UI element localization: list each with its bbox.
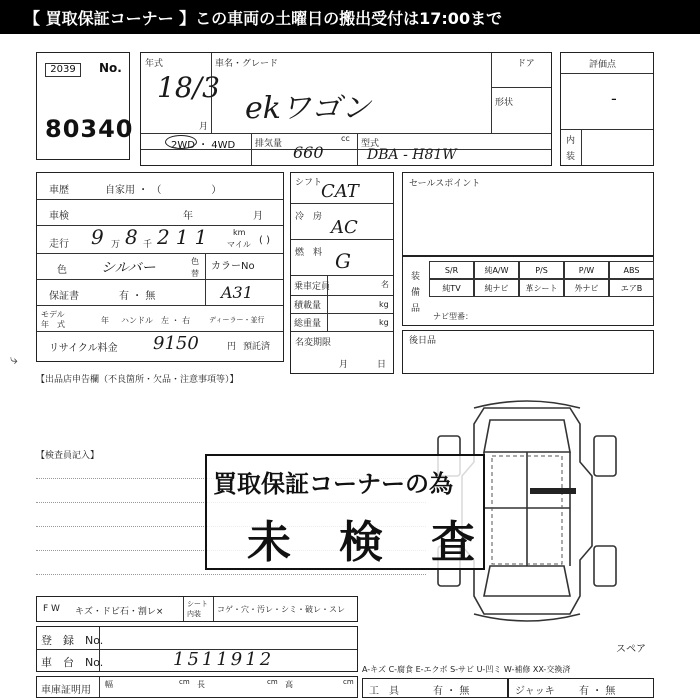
jack-value: 有 ・ 無 [579, 686, 616, 697]
inspection-stamp [205, 454, 485, 570]
recycle-label: リサイクル料金 [49, 343, 118, 354]
certificate-h-unit: cm [343, 678, 354, 686]
name-change-day: 日 [377, 360, 387, 370]
sales-point-box [402, 172, 654, 256]
model-year-year: 年 [101, 316, 109, 325]
warranty-label: 保証書 [49, 291, 79, 302]
recycle-note: 預託済 [243, 342, 271, 352]
color-value: シルバー [101, 260, 156, 276]
displacement-value: 660 [293, 143, 324, 162]
seat-text: コゲ・穴・汚レ・シミ・破レ・スレ [217, 605, 345, 614]
history-value: 自家用 ・ （ ） [105, 185, 222, 196]
banner-text: 【 買取保証コーナー 】この車両の土曜日の搬出受付は17:00まで [24, 8, 503, 28]
displacement-unit: cc [341, 134, 350, 143]
recycle-value: 9150 [153, 333, 199, 354]
year-label: 年式 [145, 59, 164, 69]
equipment-item: エアB [609, 279, 654, 297]
year-month-suffix: 月 [199, 122, 209, 132]
fuel-label: 燃 料 [295, 248, 323, 258]
shift-value: CAT [321, 181, 359, 202]
name-change-label: 名変期限 [295, 338, 332, 348]
load-unit: kg [379, 300, 389, 309]
certificate-h: 高 [285, 680, 293, 689]
inspector-notes-label: 【検査員記入】 [36, 451, 100, 461]
equipment-item: ABS [609, 261, 654, 279]
certificate-l-unit: cm [267, 678, 278, 686]
stamp-line-1: 買取保証コーナーの為 [213, 470, 453, 498]
equipment-item: P/S [519, 261, 564, 279]
seat-label-1: シート [187, 600, 208, 608]
model-label: 型式 [361, 139, 380, 149]
chassis-label: 車 台 No. [41, 656, 104, 669]
navi-model-label: ナビ型番： [433, 312, 473, 321]
equipment-side-1: 装 [411, 272, 421, 282]
mileage-km: km [233, 228, 246, 237]
load-label: 積載量 [294, 301, 322, 311]
certificate-box [36, 676, 358, 698]
drive-options: 2WD ・ 4WD [171, 140, 236, 151]
post-date-label: 後日品 [409, 336, 437, 346]
fw-label: F W [43, 604, 60, 614]
lot-number: 80340 [45, 115, 134, 143]
jack-label: ジャッキ [515, 686, 555, 697]
rating-value: - [611, 89, 617, 108]
mileage-paren: ( ) [259, 235, 270, 246]
shape-label: 形状 [495, 98, 514, 108]
mileage-rest: 211 [157, 225, 214, 249]
certificate-w: 幅 [105, 680, 113, 689]
inspection-month: 月 [253, 211, 263, 222]
equipment-item: P/W [564, 261, 609, 279]
lot-tag: 2039 [45, 63, 81, 77]
registration-box [36, 626, 358, 672]
car-name-label: 車名・グレード [215, 59, 279, 69]
model-year-label-1: モデル [41, 310, 65, 319]
inspection-label: 車検 [49, 211, 69, 222]
capacity-label: 乗車定員 [294, 282, 331, 292]
header-banner [0, 0, 700, 34]
interior-label-2: 装 [566, 152, 576, 162]
spare-label: スペア [616, 644, 646, 655]
weight-label: 総重量 [294, 319, 322, 329]
vehicle-detail-box [36, 172, 284, 362]
color-no-value: A31 [221, 283, 253, 302]
displacement-label: 排気量 [255, 139, 283, 149]
certificate-l: 長 [197, 680, 205, 689]
rating-label: 評価点 [589, 60, 617, 70]
equipment-item: S/R [429, 261, 474, 279]
interior-label-1: 内 [566, 136, 576, 146]
color-label-1: 色 [191, 257, 199, 266]
seller-notes-label: 【出品店申告欄（不良箇所・欠品・注意事項等）】 [36, 375, 239, 385]
equipment-side-3: 品 [411, 304, 421, 314]
fuel-value: G [335, 249, 351, 273]
color-label: 色 [57, 265, 67, 276]
chassis-value: 1511912 [173, 649, 275, 670]
model-value: DBA - H81W [367, 147, 457, 163]
history-label: 車歴 [49, 185, 69, 196]
aircon-value: AC [331, 217, 358, 238]
mileage-sen: 8 [125, 225, 138, 249]
warranty-value: 有 ・ 無 [119, 291, 156, 302]
inspection-year: 年 [183, 211, 193, 222]
weight-unit: kg [379, 318, 389, 327]
model-year-label-2: 年 式 [41, 320, 65, 329]
spec-box [290, 172, 394, 374]
door-label: ドア [517, 59, 535, 69]
jack-box [508, 678, 654, 698]
seat-label-2: 内装 [187, 610, 201, 618]
mileage-man-unit: 万 [111, 240, 121, 250]
mileage-man: 9 [91, 225, 104, 249]
tools-box [362, 678, 508, 698]
equipment-item: 純TV [429, 279, 474, 297]
equipment-item: 革シート [519, 279, 564, 297]
registration-label: 登 録 No. [41, 634, 104, 647]
handwritten-arrow: ⤷ [10, 352, 18, 368]
name-change-month: 月 [339, 360, 349, 370]
lot-no-label: No. [99, 61, 122, 75]
model-year-dealer: ディーラー・並行 [209, 316, 265, 324]
car-name-value: ekワゴン [245, 91, 371, 126]
lot-box [36, 52, 134, 160]
post-date-box [402, 330, 654, 374]
damage-legend [36, 596, 358, 622]
sales-point-label: セールスポイント [409, 179, 481, 189]
model-year-handle: ハンドル 左 ・ 右 [121, 316, 191, 325]
equipment-item: 純A/W [474, 261, 519, 279]
color-label-2: 替 [191, 269, 199, 278]
aircon-label: 冷 房 [295, 212, 323, 222]
equipment-item: 純ナビ [474, 279, 519, 297]
recycle-unit: 円 [227, 342, 237, 352]
damage-codes: A-キズ C-腐食 E-エクボ S-サビ U-凹ミ W-補修 XX-交換済 [362, 665, 571, 674]
certificate-label: 車庫証明用 [41, 685, 91, 696]
equipment-side-2: 備 [411, 288, 421, 298]
mileage-sen-unit: 千 [143, 240, 153, 250]
tools-value: 有 ・ 無 [433, 686, 470, 697]
capacity-unit: 名 [381, 280, 389, 289]
equipment-box [402, 256, 654, 326]
tools-label: 工 具 [369, 686, 399, 697]
vehicle-info-box [140, 52, 552, 166]
certificate-w-unit: cm [179, 678, 190, 686]
drive-selected-circle [165, 135, 197, 149]
stamp-line-2: 未 検 査 [247, 517, 477, 568]
equipment-item: 外ナビ [564, 279, 609, 297]
shift-label: シフト [295, 178, 323, 188]
year-value: 18/3 [157, 71, 220, 104]
mileage-mile: マイル [227, 240, 251, 249]
mileage-label: 走行 [49, 239, 69, 250]
color-no-label: カラーNo [211, 261, 255, 272]
rating-box [560, 52, 654, 166]
fw-text: キズ・ドビ石・割レ× [75, 607, 164, 617]
